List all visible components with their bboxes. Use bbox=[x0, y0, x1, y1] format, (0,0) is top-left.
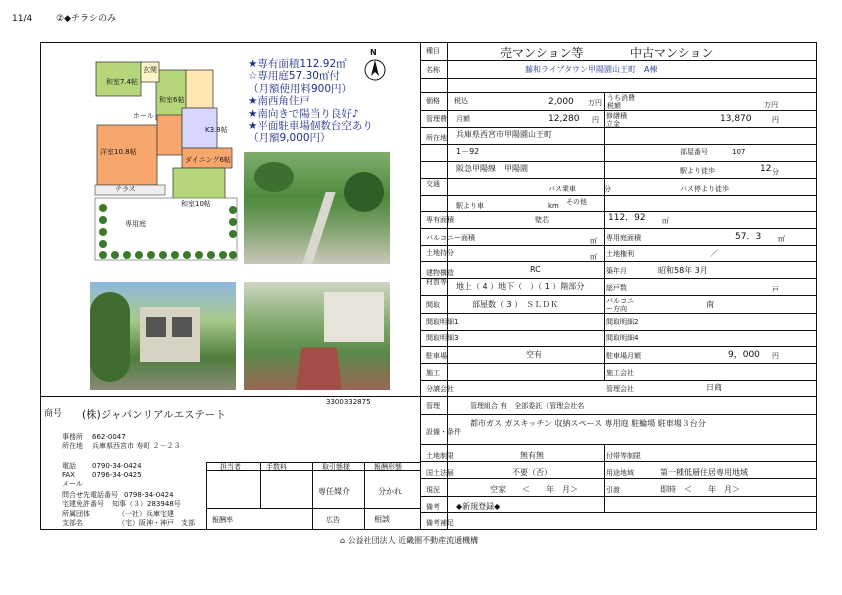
row-label: 土地制限 bbox=[426, 452, 454, 460]
mgmt-unit: 円 bbox=[592, 116, 599, 124]
room-no-label: 部屋番号 bbox=[680, 148, 708, 156]
repair-label: 修繕積立金 bbox=[606, 112, 627, 128]
table-rule bbox=[420, 60, 817, 61]
row-label: 管理費 bbox=[426, 115, 447, 123]
photo-garden bbox=[244, 152, 390, 264]
ad-value: 相談 bbox=[374, 515, 390, 524]
commission-value: 分かれ bbox=[378, 487, 402, 496]
row-label: 専有面積 bbox=[426, 216, 454, 224]
units-unit: 戸 bbox=[772, 286, 779, 294]
garden-unit: ㎡ bbox=[778, 235, 785, 243]
assoc-label: 所属団体 bbox=[62, 510, 90, 518]
parking-value: 空有 bbox=[526, 350, 542, 359]
bus-label: バス乗車 bbox=[548, 185, 576, 193]
assoc-value: （一社）兵庫宅建 bbox=[118, 510, 174, 518]
table-rule bbox=[420, 178, 817, 179]
room-label: ホール bbox=[133, 112, 154, 120]
area-sub: 壁芯 bbox=[535, 216, 549, 224]
row-label: 間取 bbox=[426, 301, 440, 309]
highlight-item: ★専有面積112.92㎡ bbox=[248, 58, 347, 70]
highlight-item: （月額9,000円） bbox=[248, 132, 331, 145]
tax-label: うち消費税額 bbox=[607, 94, 635, 110]
room-label: ダイニング6帖 bbox=[185, 156, 231, 164]
highlight-item: ★平面駐車場個数台空あり bbox=[248, 120, 373, 133]
license-value: 知事（３）283948号 bbox=[112, 500, 181, 508]
row-label: 材質等 bbox=[426, 278, 447, 286]
mail-label: メール bbox=[62, 480, 83, 488]
table-rule bbox=[420, 195, 817, 196]
car-unit: km bbox=[548, 202, 559, 210]
direction-value: 南 bbox=[706, 300, 714, 309]
org-logo-icon: ⌂ bbox=[340, 536, 346, 545]
table-rule bbox=[420, 245, 817, 246]
table-rule bbox=[420, 330, 817, 331]
lot-value: 1－92 bbox=[456, 147, 480, 156]
land-share-unit: ㎡ bbox=[590, 253, 597, 261]
units-label: 総戸数 bbox=[606, 284, 627, 292]
row-label: 備考 bbox=[426, 503, 440, 511]
table-rule bbox=[420, 228, 817, 229]
room-label: K3.8帖 bbox=[205, 126, 228, 134]
branch-label: 支部名 bbox=[62, 519, 83, 527]
row-label: 現況 bbox=[426, 486, 440, 494]
date: 11/4 bbox=[12, 14, 33, 24]
use-label: 用途地域 bbox=[606, 469, 634, 477]
other-label: その他 bbox=[566, 198, 587, 206]
highlight-item: （月額使用料900円） bbox=[248, 82, 353, 95]
room-label: 玄関 bbox=[143, 66, 157, 74]
deliver-value: 即時 ＜ 年 月＞ bbox=[660, 485, 740, 494]
room-label: 専用庭 bbox=[125, 220, 146, 228]
row-label: 土地持分 bbox=[426, 249, 454, 257]
tel-value: 0790-34-0424 bbox=[92, 462, 142, 470]
built-value: 昭和58年 3月 bbox=[658, 266, 708, 275]
room-label: 洋室10.8帖 bbox=[100, 148, 137, 156]
table-rule bbox=[420, 313, 817, 314]
table-rule bbox=[420, 461, 817, 462]
floorplan bbox=[93, 60, 241, 262]
walk-label: 駅より徒歩 bbox=[680, 167, 715, 175]
builder-co-label: 施工会社 bbox=[606, 369, 634, 377]
title-category: 売マンション等 bbox=[500, 46, 584, 60]
price-unit: 万円 bbox=[588, 99, 602, 107]
office-addr: 662-0047 bbox=[92, 433, 126, 441]
company-name: (株)ジャパンリアルエステート bbox=[82, 409, 226, 421]
table-rule bbox=[420, 78, 817, 79]
table-rule bbox=[420, 414, 817, 415]
branch-value: （宅）阪神・神戸 支部 bbox=[118, 519, 195, 527]
office-label: 事務所 bbox=[62, 433, 83, 441]
title-type: 中古マンション bbox=[630, 46, 714, 60]
mgmt-value: 12,280 bbox=[548, 114, 580, 124]
table-rule bbox=[420, 295, 817, 296]
table-rule bbox=[420, 346, 817, 347]
room-no: 107 bbox=[732, 148, 746, 156]
row-label: 国土法届 bbox=[426, 469, 454, 477]
header-label: ②◆チラシのみ bbox=[56, 14, 116, 24]
table-rule bbox=[420, 144, 817, 145]
table-rule bbox=[604, 444, 605, 512]
room-label: 和室6帖 bbox=[159, 96, 185, 104]
area-unit: ㎡ bbox=[662, 217, 669, 225]
table-rule bbox=[420, 444, 817, 445]
parking-fee-value: 9，000 bbox=[728, 350, 760, 360]
place-value: 兵庫県西宮市 寿町 ２－２３ bbox=[92, 442, 181, 450]
table-rule bbox=[604, 92, 605, 380]
license-label: 宅建免許番号 bbox=[62, 500, 104, 508]
row-label: 駐車場 bbox=[426, 352, 447, 360]
bus-walk: バス停より徒歩 bbox=[680, 185, 729, 193]
structure-value: RC bbox=[530, 265, 541, 274]
built-label: 築年月 bbox=[606, 267, 627, 275]
row-label: 種目 bbox=[426, 47, 440, 55]
remarks-value: ◆新規登録◆ bbox=[456, 502, 501, 511]
parking-fee-label: 駐車場月額 bbox=[606, 352, 641, 360]
row-label: 管理 bbox=[426, 402, 440, 410]
row-label: 名称 bbox=[426, 66, 440, 74]
table-rule bbox=[420, 278, 817, 279]
row-label: 間取明細1 bbox=[426, 318, 459, 326]
row-label: 施工 bbox=[426, 369, 440, 377]
mgmt-co-label: 管理会社 bbox=[606, 385, 634, 393]
highlight-item: ★南西角住戸 bbox=[248, 95, 310, 108]
room-label: 和室10帖 bbox=[181, 200, 211, 208]
trade-label: 取引態様 bbox=[322, 463, 350, 471]
highlight-item: ★南向きで陽当り良好♪ bbox=[248, 107, 359, 120]
room-label: 和室7.4帖 bbox=[106, 78, 139, 86]
table-rule bbox=[420, 512, 817, 513]
direction-label: バルコニー方向 bbox=[606, 297, 634, 313]
walk-unit: 分 bbox=[772, 168, 779, 176]
property-name: 藤和ライブタウン甲陽園山王町 A棟 bbox=[525, 65, 658, 74]
row-label: 分譲会社 bbox=[426, 385, 454, 393]
national-value: 不要（否） bbox=[512, 468, 552, 477]
table-rule bbox=[420, 161, 817, 162]
table-rule bbox=[420, 92, 817, 93]
row-label: 備考補足 bbox=[426, 519, 454, 527]
parking-fee-unit: 円 bbox=[772, 352, 779, 360]
highlights bbox=[248, 58, 373, 145]
fax-label: FAX bbox=[62, 471, 75, 479]
car-label: 駅より車 bbox=[456, 202, 484, 210]
trade-value: 専任媒介 bbox=[318, 487, 350, 496]
commission-label: 報酬形態 bbox=[374, 463, 402, 471]
photo-building bbox=[90, 282, 236, 390]
walk-min: 12 bbox=[760, 164, 772, 174]
table-rule bbox=[420, 380, 817, 381]
footer-org: ⌂ 公益社団法人 近畿圏不動産流通機構 bbox=[340, 536, 479, 545]
layout-value: 部屋数（ 3 ） ＳＬＤＫ bbox=[472, 300, 559, 309]
use-value: 第一種低層住居専用地域 bbox=[660, 468, 748, 477]
balcony-unit: ㎡ bbox=[590, 237, 597, 245]
reward-label: 報酬率 bbox=[212, 516, 233, 524]
row-label: 間取明細3 bbox=[426, 334, 459, 342]
repair-unit: 円 bbox=[772, 116, 779, 124]
ad-label: 広告 bbox=[326, 516, 340, 524]
floors-value: 地上（ 4 ）地下（ ）（ 1 ）階部分 bbox=[456, 282, 585, 291]
photo-entrance bbox=[244, 282, 390, 390]
room-label: テラス bbox=[115, 185, 136, 193]
deliver-label: 引渡 bbox=[606, 486, 620, 494]
row-label: バルコニー面積 bbox=[426, 234, 475, 242]
table-rule bbox=[420, 211, 817, 212]
tel-label: 電話 bbox=[62, 462, 76, 470]
repair-value: 13,870 bbox=[720, 114, 752, 124]
land-law-value: 無有無 bbox=[520, 451, 544, 460]
row-label: 間取明細2 bbox=[606, 318, 639, 326]
tax-unit: 万円 bbox=[764, 101, 778, 109]
address-value: 兵庫県西宮市甲陽園山王町 bbox=[456, 130, 552, 139]
mgmt-sub: 月額 bbox=[456, 115, 470, 123]
company-label: 商号 bbox=[44, 409, 63, 419]
table-rule bbox=[420, 110, 817, 111]
row-label: 建物構造 bbox=[426, 269, 454, 277]
restriction-label: 付帯等制限 bbox=[606, 452, 641, 460]
table-rule bbox=[420, 396, 817, 397]
place-label: 所在地 bbox=[62, 442, 83, 450]
land-right-label: 土地権利 bbox=[606, 250, 634, 258]
land-right-value: ／ bbox=[710, 249, 718, 258]
highlight-item: ☆専用庭57.30㎡付 bbox=[248, 70, 340, 83]
north-icon: N bbox=[362, 50, 388, 82]
row-label: 所在地 bbox=[426, 134, 447, 142]
garden-label: 専用庭面積 bbox=[606, 234, 641, 242]
inquiry-label: 問合せ先電話番号 bbox=[62, 491, 118, 499]
row-label: 設備・条件 bbox=[426, 428, 461, 436]
equip-value: 都市ガス ガスキッチン 収納スペース 専用庭 駐輪場 駐車場３台分 bbox=[470, 419, 706, 428]
table-rule bbox=[420, 363, 817, 364]
bus-min: 分 bbox=[604, 185, 611, 193]
table-rule bbox=[420, 261, 817, 262]
fee-label: 手数料 bbox=[266, 463, 287, 471]
company-reg: 3300332875 bbox=[326, 398, 371, 406]
price-value: 2,000 bbox=[548, 97, 574, 107]
table-rule bbox=[420, 496, 817, 497]
row-label: 間取明細4 bbox=[606, 334, 639, 342]
price-sub: 税込 bbox=[454, 97, 468, 105]
line-value: 阪急甲陽線 甲陽園 bbox=[456, 164, 528, 173]
status-value: 空家 ＜ 年 月＞ bbox=[490, 485, 578, 494]
area-value: 112．92 bbox=[608, 213, 646, 223]
manage-value: 管理組合 有 全部委託（管理会社名 bbox=[470, 402, 585, 410]
inquiry-value: 0798-34-0424 bbox=[124, 491, 174, 499]
fax-value: 0796-34-0425 bbox=[92, 471, 142, 479]
garden-value: 57．3 bbox=[735, 232, 762, 242]
contact-label: 担当者 bbox=[220, 463, 241, 471]
row-label: 価格 bbox=[426, 97, 440, 105]
table-rule bbox=[420, 478, 817, 479]
mgmt-co-value: 日商 bbox=[706, 383, 722, 392]
row-label: 交通 bbox=[426, 180, 440, 188]
